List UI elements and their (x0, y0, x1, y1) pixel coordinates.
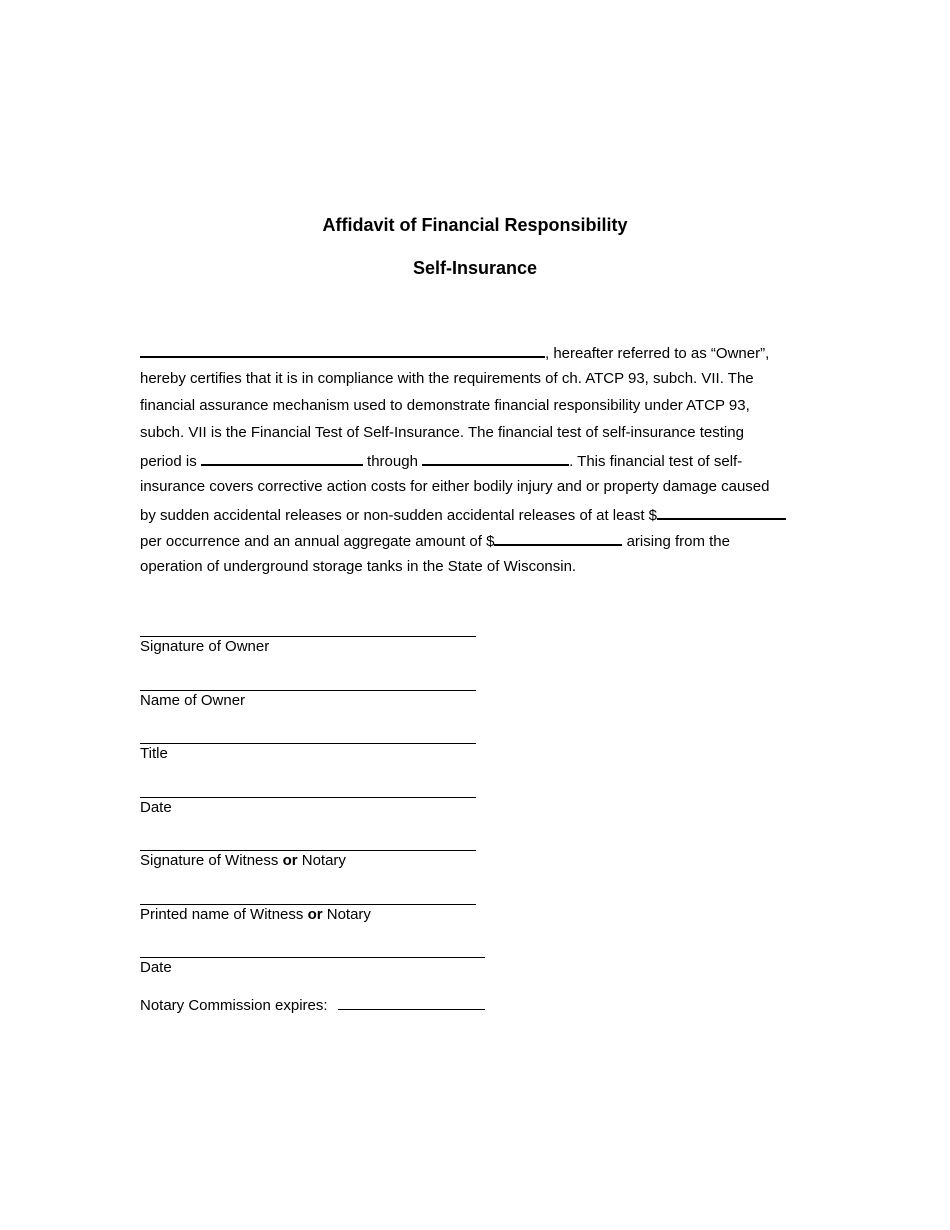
date-label-2: Date (140, 959, 172, 976)
arising-from-text: arising from the (626, 533, 730, 550)
paragraph-line-3: financial assurance mechanism used to demonstrate financial responsibility under ATCP 93, (140, 397, 750, 414)
witness-name-label (140, 906, 371, 923)
notary-commission-label: Notary Commission expires: (140, 997, 328, 1014)
document-title: Affidavit of Financial Responsibility (322, 215, 628, 235)
witness-signature-label (140, 852, 346, 869)
owner-name-blank[interactable] (140, 342, 545, 358)
paragraph-line-9: operation of underground storage tanks in the State of Wisconsin. (140, 558, 577, 575)
annual-aggregate-amount-blank[interactable] (494, 530, 622, 546)
date-line-1[interactable] (140, 797, 476, 798)
paragraph-line-7 (140, 504, 786, 526)
date-line-2[interactable] (140, 957, 485, 958)
paragraph-line-6: insurance covers corrective action costs for either bodily injury and or property damage caused (140, 478, 770, 495)
notary-text: Notary (322, 906, 371, 923)
paragraph-line-1 (140, 342, 769, 364)
per-occurrence-amount-blank[interactable] (657, 504, 786, 520)
title-line[interactable] (140, 743, 476, 744)
owner-referral-text: , hereafter referred to as “Owner”, (545, 345, 770, 362)
period-is-text: period is (140, 453, 197, 470)
signature-of-owner-label: Signature of Owner (140, 638, 270, 655)
witness-name-line[interactable] (140, 904, 476, 905)
through-text: through (367, 453, 418, 470)
name-of-owner-line[interactable] (140, 690, 476, 691)
witness-name-text: Printed name of Witness (140, 906, 308, 923)
title-label: Title (140, 745, 168, 762)
or-emphasis: or (282, 852, 298, 869)
paragraph-line-8 (140, 530, 730, 552)
paragraph-line-5 (140, 450, 742, 472)
testing-period-start-blank[interactable] (201, 450, 363, 466)
name-of-owner-label: Name of Owner (140, 692, 246, 709)
annual-aggregate-text: per occurrence and an annual aggregate amount of $ (140, 533, 495, 550)
witness-signature-text: Signature of Witness (140, 852, 283, 869)
signature-of-owner-line[interactable] (140, 636, 476, 637)
self-test-text: . This financial test of self- (569, 453, 743, 470)
notary-commission-blank[interactable] (338, 995, 485, 1010)
date-label-1: Date (140, 799, 172, 816)
or-emphasis: or (307, 906, 323, 923)
testing-period-end-blank[interactable] (422, 450, 569, 466)
paragraph-line-2: hereby certifies that it is in compliance with the requirements of ch. ATCP 93, subch. VII. The (140, 370, 754, 387)
notary-text: Notary (297, 852, 346, 869)
notary-commission-row (140, 995, 485, 1014)
witness-signature-line[interactable] (140, 850, 476, 851)
at-least-text: by sudden accidental releases or non-sudden accidental releases of at least $ (140, 507, 657, 524)
paragraph-line-4: subch. VII is the Financial Test of Self-Insurance. The financial test of self-insurance testing (140, 424, 744, 441)
document-subtitle: Self-Insurance (412, 258, 538, 278)
